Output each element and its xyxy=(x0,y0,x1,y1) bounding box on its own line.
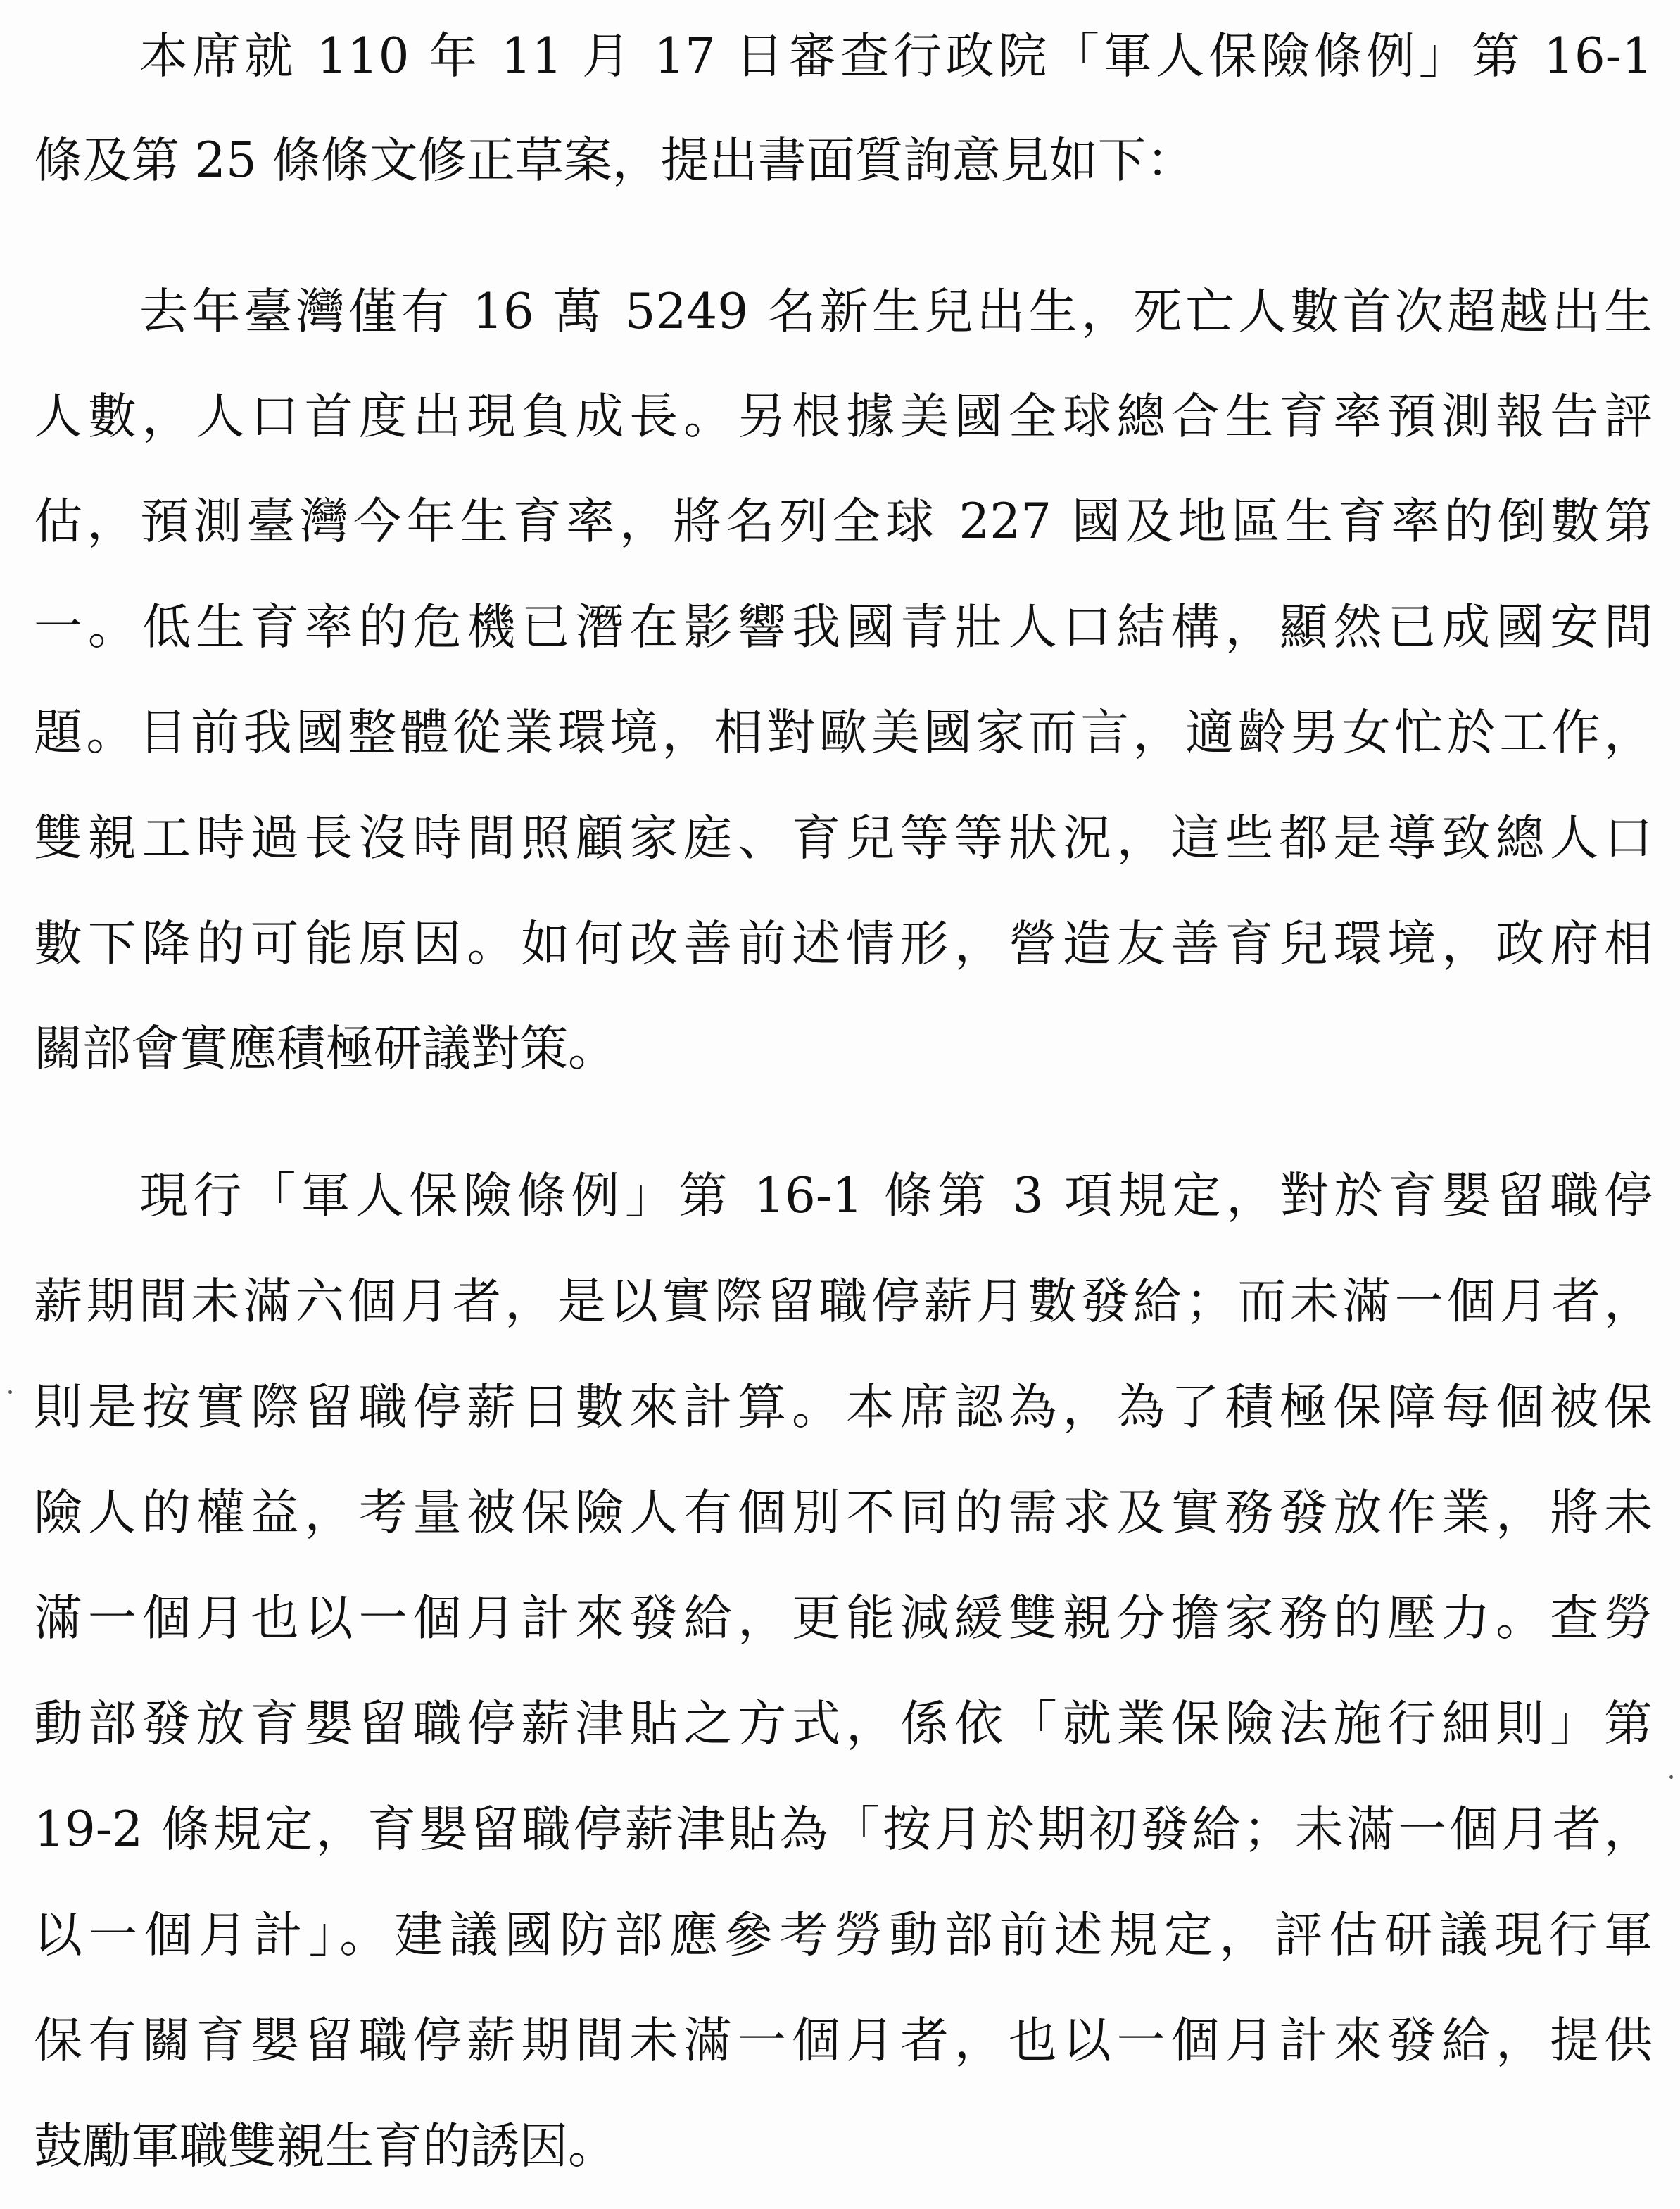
paragraph-2-line-7: 數下降的可能原因。如何改善前述情形，營造友善育兒環境，政府相 xyxy=(34,916,1653,972)
paragraph-3-line-1: 現行「軍人保險條例」第 16-1 條第 3 項規定，對於育嬰留職停 xyxy=(139,1168,1653,1224)
paragraph-3-line-3: 則是按實際留職停薪日數來計算。本席認為，為了積極保障每個被保 xyxy=(34,1379,1653,1435)
paragraph-3-line-7: 19-2 條規定，育嬰留職停薪津貼為「按月於期初發給；未滿一個月者， xyxy=(34,1801,1653,1858)
scan-speck xyxy=(8,1390,12,1394)
scan-speck xyxy=(1669,1775,1673,1779)
paragraph-1-line-2: 條及第 25 條條文修正草案，提出書面質詢意見如下： xyxy=(34,132,1195,189)
paragraph-2-line-1: 去年臺灣僅有 16 萬 5249 名新生兒出生，死亡人數首次超越出生 xyxy=(139,284,1653,340)
paragraph-1-line-1: 本席就 110 年 11 月 17 日審查行政院「軍人保險條例」第 16-1 xyxy=(139,28,1653,84)
paragraph-3-line-10: 鼓勵軍職雙親生育的誘因。 xyxy=(34,2118,617,2175)
paragraph-3-line-8: 以一個月計」。建議國防部應參考勞動部前述規定，評估研議現行軍 xyxy=(34,1907,1653,1963)
paragraph-2-line-6: 雙親工時過長沒時間照顧家庭、育兒等等狀況，這些都是導致總人口 xyxy=(34,810,1653,867)
paragraph-3-line-6: 動部發放育嬰留職停薪津貼之方式，係依「就業保險法施行細則」第 xyxy=(34,1696,1653,1752)
paragraph-3-line-9: 保有關育嬰留職停薪期間未滿一個月者，也以一個月計來發給，提供 xyxy=(34,2013,1653,2069)
paragraph-2-line-8: 關部會實應積極研議對策。 xyxy=(34,1021,617,1077)
paragraph-3-line-5: 滿一個月也以一個月計來發給，更能減緩雙親分擔家務的壓力。查勞 xyxy=(34,1590,1653,1647)
paragraph-3-line-2: 薪期間未滿六個月者，是以實際留職停薪月數發給；而未滿一個月者， xyxy=(34,1273,1653,1330)
paragraph-2-line-2: 人數，人口首度出現負成長。另根據美國全球總合生育率預測報告評 xyxy=(34,389,1653,445)
paragraph-2-line-5: 題。目前我國整體從業環境，相對歐美國家而言，適齡男女忙於工作， xyxy=(34,705,1653,761)
paragraph-2-line-3: 估，預測臺灣今年生育率，將名列全球 227 國及地區生育率的倒數第 xyxy=(34,493,1653,550)
paragraph-2-line-4: 一。低生育率的危機已潛在影響我國青壯人口結構，顯然已成國安問 xyxy=(34,599,1653,655)
paragraph-3-line-4: 險人的權益，考量被保險人有個別不同的需求及實務發放作業，將未 xyxy=(34,1485,1653,1541)
